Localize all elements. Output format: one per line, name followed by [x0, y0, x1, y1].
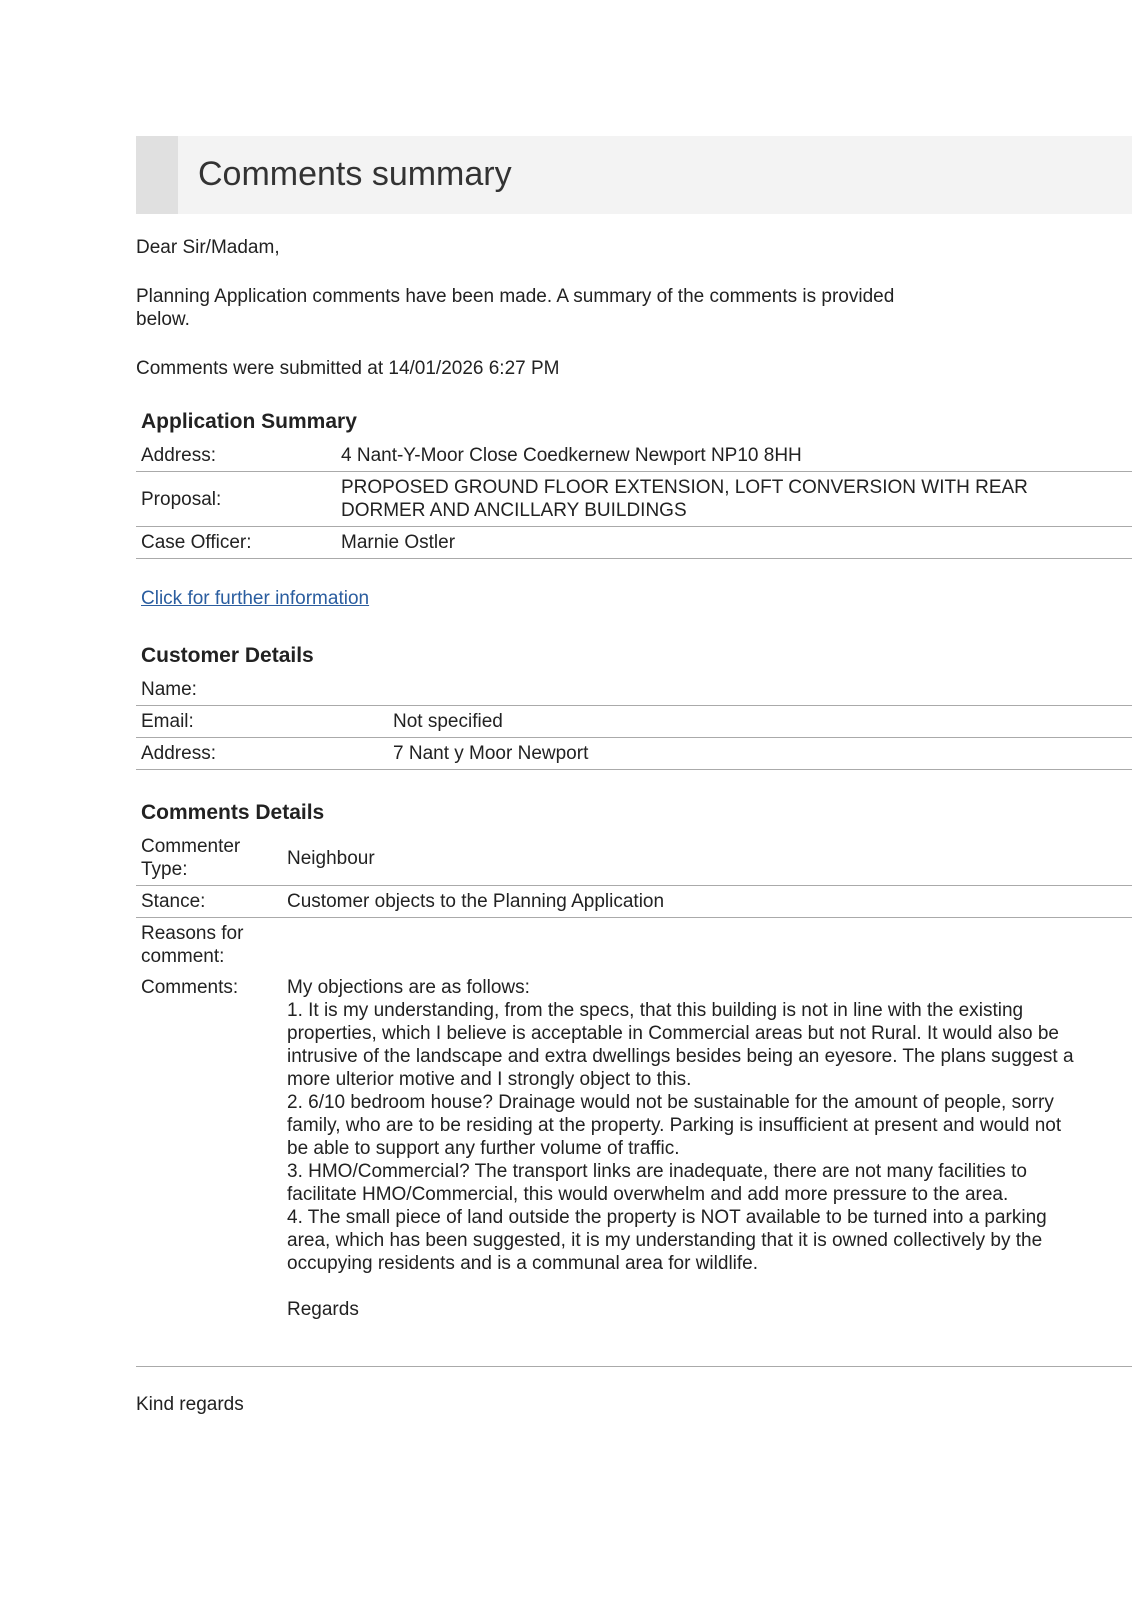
- comment-line: family, who are to be residing at the property. Parking is insufficient at present and would not: [287, 1115, 1062, 1136]
- comment-sign-off: Regards: [287, 1299, 359, 1320]
- comments-details-table: [136, 831, 1132, 1325]
- name-value: [388, 674, 1132, 706]
- commenter-type-label: [136, 831, 282, 886]
- banner-accent-bar: [136, 136, 178, 214]
- customer-details-table: [136, 674, 1132, 770]
- reasons-label-line-1: Reasons for: [141, 923, 244, 944]
- comment-line: facilitate HMO/Commercial, this would overwhelm and add more pressure to the area.: [287, 1184, 1009, 1205]
- proposal-value: [336, 472, 1132, 527]
- table-row: [136, 972, 1132, 1325]
- email-value: Not specified: [388, 706, 1132, 738]
- commenter-type-label-line-1: Commenter: [141, 836, 241, 857]
- customer-address-label: Address:: [136, 738, 388, 770]
- table-row: [136, 706, 1132, 738]
- submitted-timestamp: Comments were submitted at 14/01/2026 6:27 PM: [136, 358, 560, 379]
- application-summary-heading: Application Summary: [141, 410, 357, 433]
- customer-address-value: 7 Nant y Moor Newport: [388, 738, 1132, 770]
- intro-line-1: Planning Application comments have been made. A summary of the comments is provided: [136, 286, 895, 307]
- commenter-type-value: Neighbour: [282, 831, 1132, 886]
- header-banner: [136, 136, 1132, 214]
- table-row: [136, 674, 1132, 706]
- table-row: [136, 738, 1132, 770]
- closing-text: Kind regards: [136, 1394, 244, 1415]
- table-row: [136, 831, 1132, 886]
- reasons-label-line-2: comment:: [141, 946, 225, 967]
- commenter-type-label-line-2: Type:: [141, 859, 188, 880]
- application-summary-table: [136, 440, 1132, 559]
- comment-line: 3. HMO/Commercial? The transport links are inadequate, there are not many facilities to: [287, 1161, 1027, 1182]
- proposal-line-2: DORMER AND ANCILLARY BUILDINGS: [341, 500, 687, 521]
- customer-details-heading: Customer Details: [141, 644, 314, 667]
- table-row: [136, 472, 1132, 527]
- greeting: Dear Sir/Madam,: [136, 237, 280, 258]
- stance-value: Customer objects to the Planning Application: [282, 886, 1132, 918]
- reasons-label: [136, 918, 282, 973]
- name-label: Name:: [136, 674, 388, 706]
- stance-label: Stance:: [136, 886, 282, 918]
- email-label: Email:: [136, 706, 388, 738]
- comments-value: [282, 972, 1132, 1325]
- comment-line: occupying residents and is a communal area for wildlife.: [287, 1253, 759, 1274]
- comment-line: properties, which I believe is acceptable in Commercial areas but not Rural. It would also be: [287, 1023, 1059, 1044]
- comment-line: 2. 6/10 bedroom house? Drainage would not be sustainable for the amount of people, sorry: [287, 1092, 1054, 1113]
- reasons-value: [282, 918, 1132, 973]
- table-row: [136, 886, 1132, 918]
- intro-text: [136, 285, 894, 331]
- proposal-label: Proposal:: [136, 472, 336, 527]
- table-row: [136, 527, 1132, 559]
- comment-line: 1. It is my understanding, from the specs, that this building is not in line with the existing: [287, 1000, 1024, 1021]
- comments-label: Comments:: [141, 977, 239, 998]
- comment-text: [287, 976, 1127, 1275]
- case-officer-value: Marnie Ostler: [336, 527, 1132, 559]
- address-label: Address:: [136, 440, 336, 472]
- comments-details-heading: Comments Details: [141, 801, 325, 824]
- comment-line: 4. The small piece of land outside the property is NOT available to be turned into a parking: [287, 1207, 1047, 1228]
- section-divider: [136, 1366, 1132, 1367]
- case-officer-label: Case Officer:: [136, 527, 336, 559]
- proposal-line-1: PROPOSED GROUND FLOOR EXTENSION, LOFT CONVERSION WITH REAR: [341, 477, 1028, 498]
- comment-line: area, which has been suggested, it is my understanding that it is owned collectively by the: [287, 1230, 1043, 1251]
- comment-line: intrusive of the landscape and extra dwellings besides being an eyesore. The plans suggest a: [287, 1046, 1074, 1067]
- intro-line-2: below.: [136, 309, 190, 330]
- address-value: 4 Nant-Y-Moor Close Coedkernew Newport NP10 8HH: [336, 440, 1132, 472]
- further-information-link[interactable]: Click for further information: [141, 588, 370, 609]
- comment-line: more ulterior motive and I strongly object to this.: [287, 1069, 692, 1090]
- comment-line: be able to support any further volume of traffic.: [287, 1138, 680, 1159]
- comment-spacer: [287, 1275, 1127, 1298]
- comment-line: My objections are as follows:: [287, 977, 530, 998]
- table-row: [136, 440, 1132, 472]
- page-title: Comments summary: [198, 155, 512, 193]
- table-row: [136, 918, 1132, 973]
